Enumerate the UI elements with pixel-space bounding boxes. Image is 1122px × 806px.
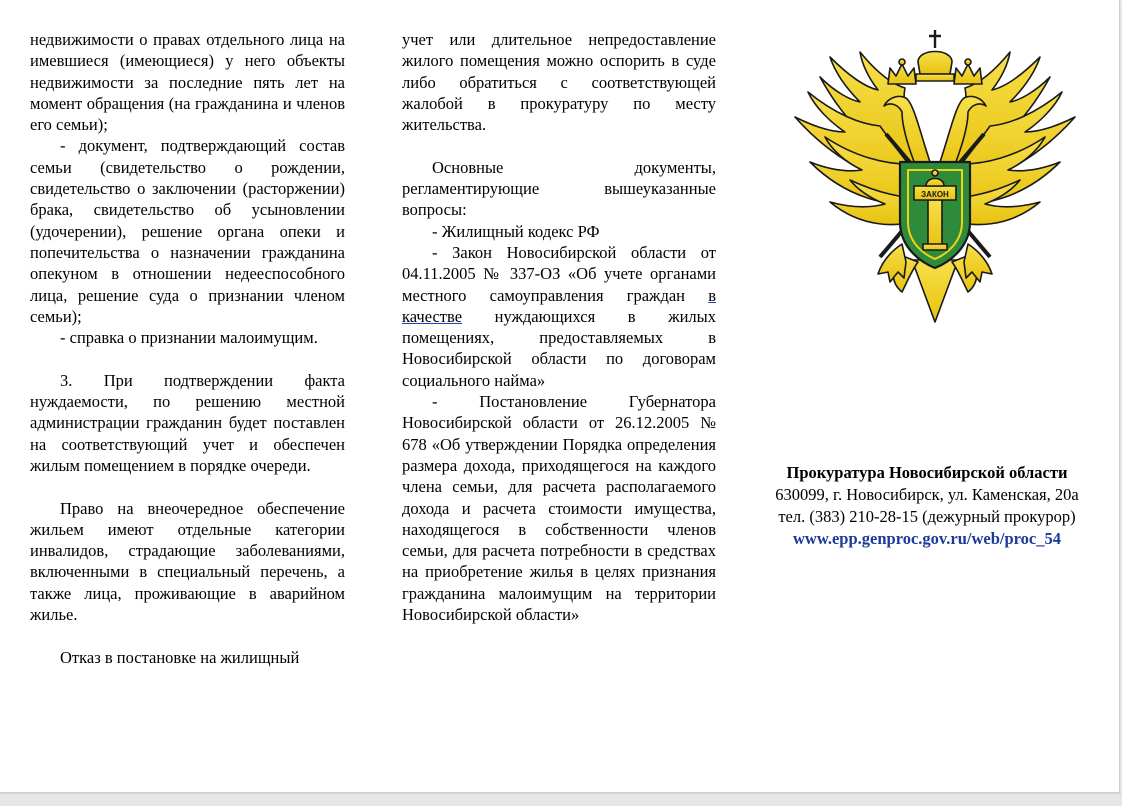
left-column bbox=[30, 29, 345, 668]
paragraph: учет или длительное непредоставление жилого помещения можно оспорить в суде либо обратиться с соответствующей жалобой в прокуратуру по месту жительства. bbox=[402, 30, 716, 135]
website-link[interactable]: www.epp.genproc.gov.ru/web/proc_54 bbox=[793, 529, 1061, 548]
bottom-edge bbox=[0, 793, 1122, 806]
law-text-start: - Закон Новосибирской области от 04.11.2005 № 337-ОЗ «Об учете органами местного самоуправления граждан bbox=[402, 242, 716, 305]
address: 630099, г. Новосибирск, ул. Каменская, 20а bbox=[775, 485, 1079, 504]
paragraph: Отказ в постановке на жилищный bbox=[60, 647, 300, 667]
phone: тел. (383) 210-28-15 (дежурный прокурор) bbox=[778, 507, 1076, 526]
paragraph: - справка о признании малоимущим. bbox=[60, 328, 318, 348]
paragraph: - Жилищный кодекс РФ bbox=[432, 221, 600, 241]
spacer bbox=[30, 476, 345, 497]
paragraph: 3. При подтверждении факта нуждаемости, по решению местной администрации гражданин будет поставлен на соответствующий учет и обеспечен жилым помещением в порядке очереди. bbox=[30, 370, 345, 475]
law-text-end: нуждающихся в жилых помещениях, предоставляемых в Новосибирской области по договорам социального найма» bbox=[402, 306, 716, 390]
underlined-phrase: в качестве bbox=[402, 285, 716, 326]
spacer bbox=[30, 625, 345, 646]
paragraph: Право на внеочередное обеспечение жильем имеют отдельные категории инвалидов, страдающие заболеваниями, включенными в специальный перечень, а также лица, проживающие в аварийном жилье. bbox=[30, 498, 345, 625]
spacer bbox=[30, 348, 345, 369]
paragraph: - документ, подтверждающий состав семьи (свидетельство о рождении, свидетельство о заключении (расторжении) брака, свидетельство об усыновлении (удочерении), решение органа опеки и попечительства о назначении гражданина опекуном в отношении недееспособного лица, решение суда о признании членом семьи); bbox=[30, 136, 345, 326]
organization-name: Прокуратура Новосибирской области bbox=[786, 463, 1068, 482]
paragraph: недвижимости о правах отдельного лица на имевшиеся (имеющиеся) у него объекты недвижимости за последние пять лет на момент обращения (на гражданина и членов его семьи); bbox=[30, 30, 345, 135]
paragraph bbox=[402, 242, 716, 391]
contacts-block bbox=[748, 462, 1106, 550]
spacer bbox=[402, 135, 716, 156]
paragraph: - Постановление Губернатора Новосибирской области от 26.12.2005 № 678 «Об утверждении Порядка определения размера дохода, приходящегося на каждого члена семьи, для расчета располагаемого дохода и расчета стоимости имущества, находящегося в собственности членов семьи, для расчета потребности в средствах на приобретение жилья в целях признания гражданина малоимущим на территории Новосибирской области» bbox=[402, 392, 716, 625]
middle-column bbox=[402, 29, 716, 625]
prosecutor-emblem-icon bbox=[790, 22, 1080, 332]
paragraph: Основные документы, регламентирующие вышеуказанные вопросы: bbox=[402, 157, 716, 220]
shield-text: ЗАКОН bbox=[921, 190, 949, 199]
